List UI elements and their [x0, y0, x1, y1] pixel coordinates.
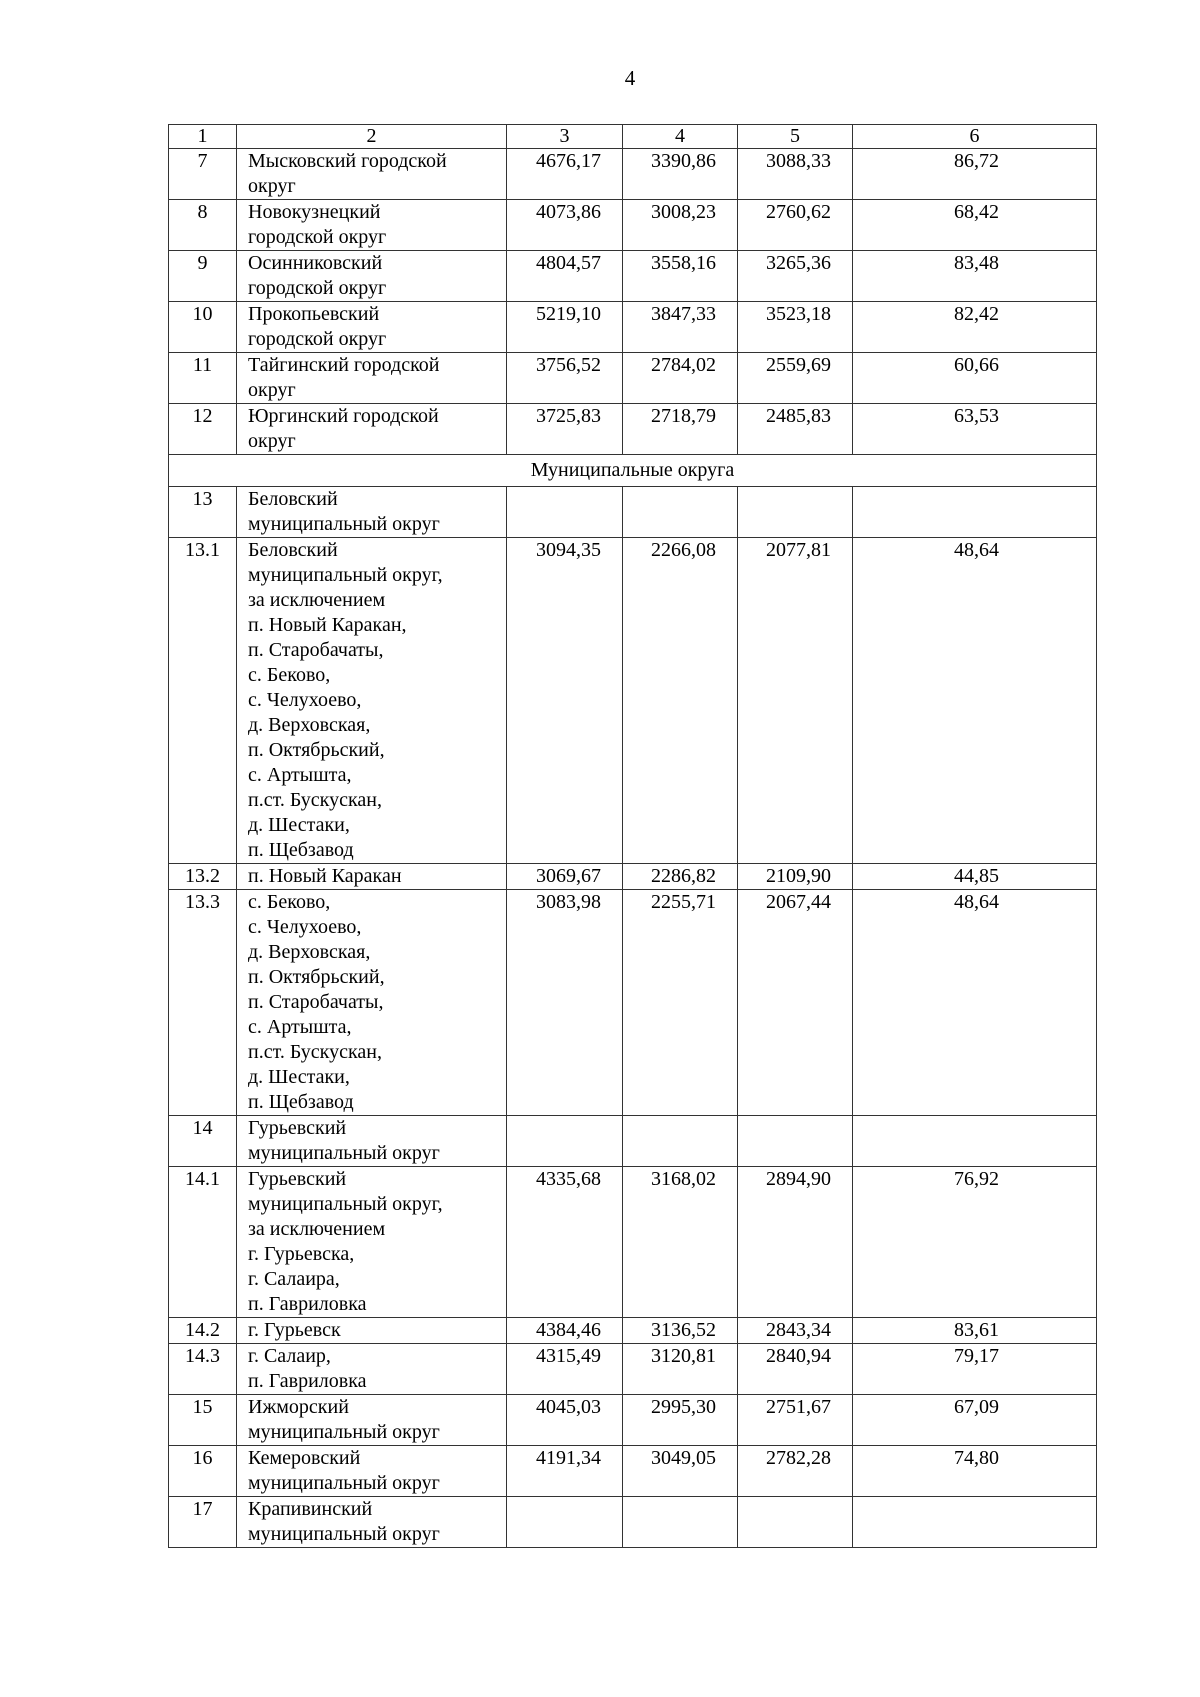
- column-number-2: 2: [237, 125, 507, 149]
- territory-name-line: Беловский: [248, 539, 338, 561]
- tariff-table: [168, 124, 1097, 1548]
- row-number: 14.3: [169, 1344, 237, 1395]
- table-row: [169, 1116, 1097, 1167]
- value-col-3: 4384,46: [507, 1318, 623, 1344]
- row-number: 13.2: [169, 864, 237, 890]
- value-col-4: 2718,79: [623, 404, 738, 455]
- value-col-4: 2255,71: [623, 890, 738, 1116]
- page-number: 4: [624, 66, 636, 90]
- territory-name-line: Осинниковский: [248, 252, 383, 274]
- territory-name-line: п. Старобачаты,: [248, 991, 384, 1013]
- territory-name-line: п. Гавриловка: [248, 1293, 367, 1315]
- value-col-5: 2843,34: [738, 1318, 853, 1344]
- column-number-3: 3: [507, 125, 623, 149]
- row-number: 13.3: [169, 890, 237, 1116]
- value-col-4: 3168,02: [623, 1167, 738, 1318]
- value-col-5: 2760,62: [738, 200, 853, 251]
- value-col-4: 3120,81: [623, 1344, 738, 1395]
- value-col-4: 3847,33: [623, 302, 738, 353]
- table-row: [169, 1395, 1097, 1446]
- territory-name-line: муниципальный округ: [248, 1421, 440, 1443]
- value-col-5: 3088,33: [738, 149, 853, 200]
- territory-name-line: Юргинский городской: [248, 405, 439, 427]
- territory-name-line: п. Новый Каракан: [248, 865, 402, 887]
- value-col-5: 3265,36: [738, 251, 853, 302]
- value-col-5: 2109,90: [738, 864, 853, 890]
- value-col-5: 2559,69: [738, 353, 853, 404]
- territory-name-line: Прокопьевский: [248, 303, 380, 325]
- territory-name: [237, 1167, 507, 1318]
- value-col-3: 3725,83: [507, 404, 623, 455]
- value-col-4: 2266,08: [623, 538, 738, 864]
- value-col-5: 2894,90: [738, 1167, 853, 1318]
- territory-name-line: п. Старобачаты,: [248, 639, 384, 661]
- territory-name-line: д. Верховская,: [248, 941, 371, 963]
- value-col-3: 5219,10: [507, 302, 623, 353]
- value-col-3: [507, 1116, 623, 1167]
- table-row: [169, 251, 1097, 302]
- value-col-3: [507, 1497, 623, 1548]
- section-header-row: [169, 455, 1097, 487]
- table-row: [169, 1318, 1097, 1344]
- territory-name: [237, 1395, 507, 1446]
- territory-name-line: муниципальный округ: [248, 1142, 440, 1164]
- territory-name: [237, 538, 507, 864]
- row-number: 16: [169, 1446, 237, 1497]
- territory-name-line: городской округ: [248, 277, 387, 299]
- territory-name-line: городской округ: [248, 328, 387, 350]
- territory-name: [237, 1344, 507, 1395]
- value-col-4: 3558,16: [623, 251, 738, 302]
- territory-name-line: п. Октябрьский,: [248, 966, 385, 988]
- territory-name-line: муниципальный округ: [248, 513, 440, 535]
- value-col-4: 2784,02: [623, 353, 738, 404]
- row-number: 13.1: [169, 538, 237, 864]
- territory-name-line: муниципальный округ,: [248, 1193, 443, 1215]
- value-col-6: 82,42: [853, 302, 1097, 353]
- table-row: [169, 1497, 1097, 1548]
- territory-name-line: п. Щебзавод: [248, 1091, 354, 1113]
- territory-name-line: п.ст. Бускускан,: [248, 789, 382, 811]
- territory-name: [237, 353, 507, 404]
- table-row: [169, 404, 1097, 455]
- value-col-4: 3136,52: [623, 1318, 738, 1344]
- territory-name-line: с. Челухоево,: [248, 916, 362, 938]
- column-number-1: 1: [169, 125, 237, 149]
- value-col-6: 60,66: [853, 353, 1097, 404]
- value-col-3: [507, 487, 623, 538]
- value-col-5: 2077,81: [738, 538, 853, 864]
- territory-name: [237, 1497, 507, 1548]
- territory-name: [237, 890, 507, 1116]
- column-number-4: 4: [623, 125, 738, 149]
- territory-name: [237, 1446, 507, 1497]
- value-col-5: 2485,83: [738, 404, 853, 455]
- territory-name-line: Беловский: [248, 488, 338, 510]
- territory-name-line: за исключением: [248, 1218, 386, 1240]
- territory-name-line: с. Артышта,: [248, 1016, 352, 1038]
- territory-name-line: за исключением: [248, 589, 386, 611]
- territory-name-line: п.ст. Бускускан,: [248, 1041, 382, 1063]
- territory-name-line: Мысковский городской: [248, 150, 447, 172]
- table-row: [169, 1344, 1097, 1395]
- territory-name-line: д. Шестаки,: [248, 814, 350, 836]
- value-col-5: 2840,94: [738, 1344, 853, 1395]
- territory-name: [237, 200, 507, 251]
- territory-name-line: городской округ: [248, 226, 387, 248]
- row-number: 7: [169, 149, 237, 200]
- value-col-6: 48,64: [853, 890, 1097, 1116]
- territory-name: [237, 404, 507, 455]
- value-col-6: [853, 1116, 1097, 1167]
- value-col-3: 3083,98: [507, 890, 623, 1116]
- territory-name-line: г. Салаир,: [248, 1345, 331, 1367]
- value-col-3: 4045,03: [507, 1395, 623, 1446]
- row-number: 10: [169, 302, 237, 353]
- section-title: Муниципальные округа: [169, 455, 1097, 487]
- territory-name-line: муниципальный округ: [248, 1472, 440, 1494]
- value-col-5: 2782,28: [738, 1446, 853, 1497]
- territory-name-line: с. Беково,: [248, 664, 331, 686]
- value-col-6: 76,92: [853, 1167, 1097, 1318]
- territory-name-line: г. Гурьевск: [248, 1319, 341, 1341]
- table-row: [169, 200, 1097, 251]
- table-row: [169, 538, 1097, 864]
- value-col-6: 48,64: [853, 538, 1097, 864]
- territory-name-line: г. Гурьевска,: [248, 1243, 355, 1265]
- territory-name-line: муниципальный округ,: [248, 564, 443, 586]
- territory-name: [237, 487, 507, 538]
- territory-name-line: Гурьевский: [248, 1168, 347, 1190]
- territory-name-line: округ: [248, 175, 296, 197]
- value-col-3: 4676,17: [507, 149, 623, 200]
- territory-name-line: с. Беково,: [248, 891, 331, 913]
- value-col-4: 3008,23: [623, 200, 738, 251]
- value-col-3: 3094,35: [507, 538, 623, 864]
- value-col-6: 68,42: [853, 200, 1097, 251]
- row-number: 14.1: [169, 1167, 237, 1318]
- value-col-4: [623, 1497, 738, 1548]
- row-number: 15: [169, 1395, 237, 1446]
- row-number: 11: [169, 353, 237, 404]
- row-number: 8: [169, 200, 237, 251]
- column-number-6: 6: [853, 125, 1097, 149]
- value-col-4: 3390,86: [623, 149, 738, 200]
- table-row: [169, 864, 1097, 890]
- column-number-row: [169, 125, 1097, 149]
- table-row: [169, 302, 1097, 353]
- table-row: [169, 487, 1097, 538]
- value-col-6: 63,53: [853, 404, 1097, 455]
- value-col-6: 86,72: [853, 149, 1097, 200]
- table-row: [169, 149, 1097, 200]
- territory-name-line: Крапивинский: [248, 1498, 373, 1520]
- value-col-5: [738, 487, 853, 538]
- value-col-3: 4804,57: [507, 251, 623, 302]
- table-row: [169, 353, 1097, 404]
- territory-name-line: Гурьевский: [248, 1117, 347, 1139]
- value-col-4: [623, 1116, 738, 1167]
- value-col-3: 4073,86: [507, 200, 623, 251]
- value-col-6: 74,80: [853, 1446, 1097, 1497]
- value-col-3: 4335,68: [507, 1167, 623, 1318]
- territory-name-line: п. Щебзавод: [248, 839, 354, 861]
- value-col-5: 2751,67: [738, 1395, 853, 1446]
- row-number: 12: [169, 404, 237, 455]
- territory-name-line: Тайгинский городской: [248, 354, 440, 376]
- territory-name: [237, 251, 507, 302]
- value-col-5: 3523,18: [738, 302, 853, 353]
- table-row: [169, 1446, 1097, 1497]
- table-row: [169, 890, 1097, 1116]
- territory-name-line: Новокузнецкий: [248, 201, 381, 223]
- row-number: 14.2: [169, 1318, 237, 1344]
- territory-name-line: округ: [248, 379, 296, 401]
- territory-name-line: п. Октябрьский,: [248, 739, 385, 761]
- territory-name-line: п. Гавриловка: [248, 1370, 367, 1392]
- value-col-5: [738, 1116, 853, 1167]
- value-col-4: 3049,05: [623, 1446, 738, 1497]
- value-col-3: 4315,49: [507, 1344, 623, 1395]
- row-number: 9: [169, 251, 237, 302]
- value-col-6: 67,09: [853, 1395, 1097, 1446]
- value-col-4: [623, 487, 738, 538]
- territory-name-line: округ: [248, 430, 296, 452]
- value-col-4: 2286,82: [623, 864, 738, 890]
- territory-name-line: Кемеровский: [248, 1447, 361, 1469]
- territory-name: [237, 864, 507, 890]
- value-col-3: 3069,67: [507, 864, 623, 890]
- value-col-3: 3756,52: [507, 353, 623, 404]
- value-col-6: 83,48: [853, 251, 1097, 302]
- territory-name: [237, 1116, 507, 1167]
- value-col-5: 2067,44: [738, 890, 853, 1116]
- row-number: 17: [169, 1497, 237, 1548]
- row-number: 13: [169, 487, 237, 538]
- territory-name-line: с. Артышта,: [248, 764, 352, 786]
- territory-name-line: п. Новый Каракан,: [248, 614, 407, 636]
- table-row: [169, 1167, 1097, 1318]
- territory-name: [237, 302, 507, 353]
- territory-name-line: д. Шестаки,: [248, 1066, 350, 1088]
- column-number-5: 5: [738, 125, 853, 149]
- value-col-6: 44,85: [853, 864, 1097, 890]
- value-col-6: [853, 1497, 1097, 1548]
- row-number: 14: [169, 1116, 237, 1167]
- territory-name: [237, 1318, 507, 1344]
- value-col-5: [738, 1497, 853, 1548]
- value-col-6: 79,17: [853, 1344, 1097, 1395]
- value-col-4: 2995,30: [623, 1395, 738, 1446]
- territory-name-line: с. Челухоево,: [248, 689, 362, 711]
- value-col-6: 83,61: [853, 1318, 1097, 1344]
- territory-name: [237, 149, 507, 200]
- territory-name-line: Ижморский: [248, 1396, 349, 1418]
- territory-name-line: г. Салаира,: [248, 1268, 340, 1290]
- territory-name-line: муниципальный округ: [248, 1523, 440, 1545]
- territory-name-line: д. Верховская,: [248, 714, 371, 736]
- value-col-6: [853, 487, 1097, 538]
- value-col-3: 4191,34: [507, 1446, 623, 1497]
